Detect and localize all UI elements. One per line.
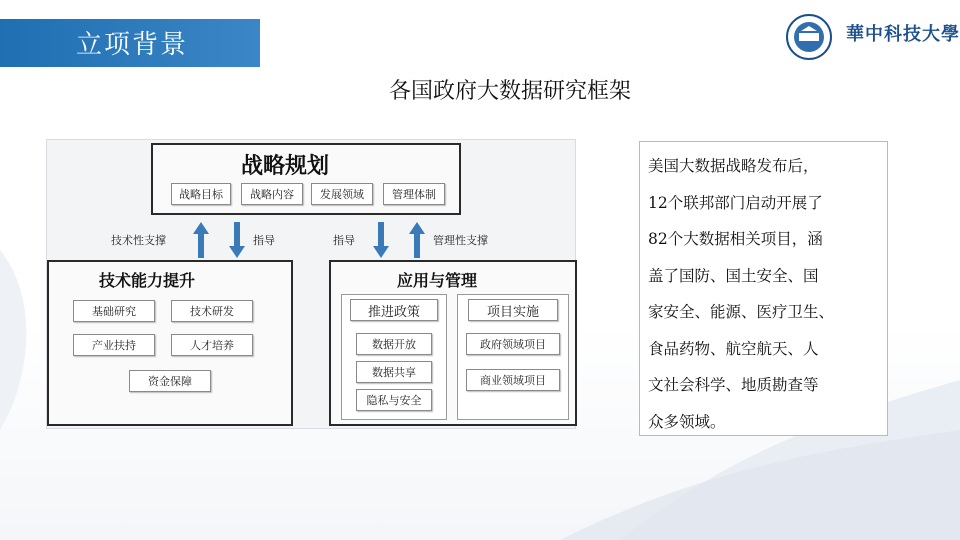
tech-item: 资金保障 (129, 370, 211, 392)
description-line: 文社会科学、地质勘查等 (648, 376, 819, 394)
guide-label-right: 指导 (333, 234, 355, 247)
university-logo-icon (786, 14, 832, 60)
description-panel (639, 141, 888, 436)
page-title: 各国政府大数据研究框架 (389, 79, 632, 104)
tech-item: 技术研发 (171, 300, 253, 322)
policy-item: 数据开放 (356, 333, 432, 355)
policy-title: 推进政策 (350, 299, 438, 321)
arrow-down-icon (373, 222, 389, 258)
strategy-item: 战略目标 (171, 183, 231, 205)
description-line: 美国大数据战略发布后， (648, 157, 819, 175)
arrow-down-icon (229, 222, 245, 258)
description-line: 82个大数据相关项目，涵 (648, 230, 823, 248)
tech-support-label: 技术性支撑 (111, 234, 166, 247)
project-column (457, 294, 569, 420)
application-management-title: 应用与管理 (397, 271, 478, 290)
policy-item: 数据共享 (356, 361, 432, 383)
tech-capability-title: 技术能力提升 (99, 271, 196, 290)
strategy-title: 战略规划 (241, 154, 330, 179)
guide-label-left: 指导 (253, 234, 275, 247)
tech-item: 基础研究 (73, 300, 155, 322)
project-title: 项目实施 (468, 299, 558, 321)
description-line: 12个联邦部门启动开展了 (648, 193, 823, 212)
strategy-item: 战略内容 (241, 183, 303, 205)
description-line: 盖了国防、国土安全、国 (648, 266, 819, 285)
strategy-item: 发展领域 (311, 183, 373, 205)
tech-capability-box (47, 260, 293, 426)
policy-item: 隐私与安全 (356, 389, 432, 411)
section-title: 立项背景 (76, 30, 189, 60)
description-line: 食品药物、航空航天、人 (648, 339, 819, 358)
project-item: 商业领域项目 (466, 369, 560, 391)
arrow-up-icon (193, 222, 209, 258)
policy-column (341, 294, 447, 420)
framework-diagram (46, 139, 576, 429)
arrow-up-icon (409, 222, 425, 258)
project-item: 政府领域项目 (466, 333, 560, 355)
description-line: 众多领域。 (648, 412, 726, 431)
tech-item: 人才培养 (171, 334, 253, 356)
application-management-box (329, 260, 577, 426)
description-line: 家安全、能源、医疗卫生、 (648, 303, 835, 321)
school-name: 華中科技大學 (846, 24, 960, 45)
management-support-label: 管理性支撑 (433, 234, 488, 247)
tech-item: 产业扶持 (73, 334, 155, 356)
strategy-box (151, 143, 461, 215)
strategy-item: 管理体制 (383, 183, 445, 205)
